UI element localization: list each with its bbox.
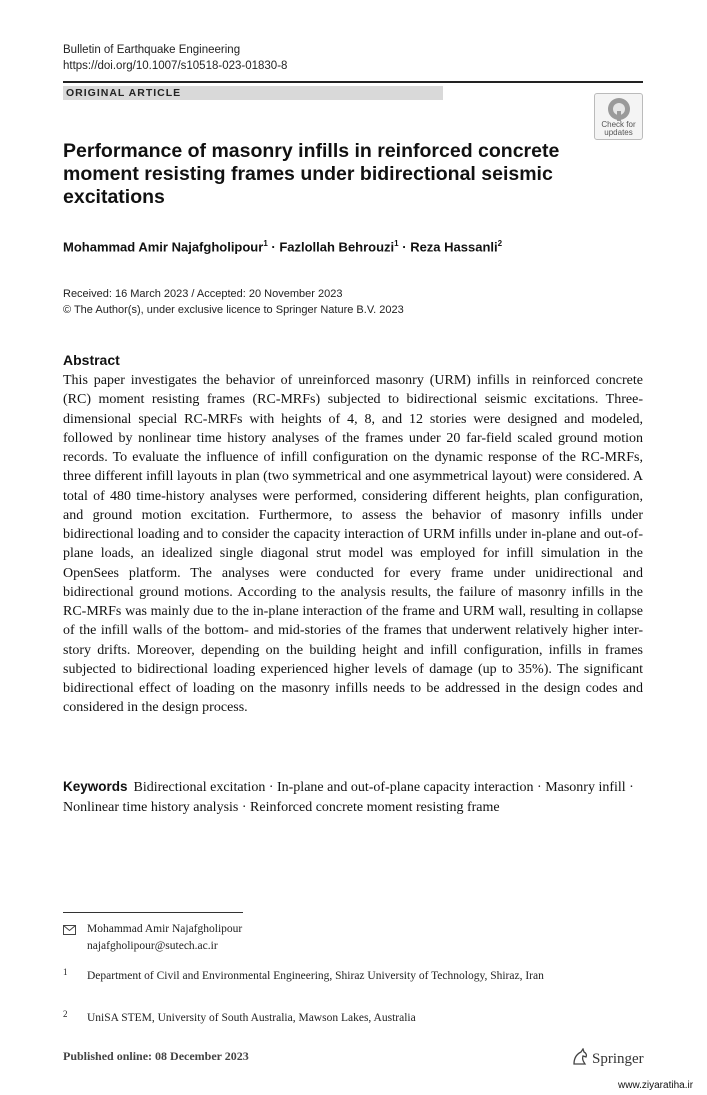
affiliation-1: Department of Civil and Environmental Engineering, Shiraz University of Technology, Shiraz, Iran [87,970,544,982]
author-name[interactable]: Reza Hassanli [410,239,498,255]
abstract-text: This paper investigates the behavior of unreinforced masonry (URM) infills in reinforced concrete (RC) moment resisting frames (RC-MRFs) subjected to bidirectional seismic excitations. Three-dimensional special RC-MRFs with heights of 4, 8, and 12 stories were designed and modeled, followed by nonlinear time history analyses of the frames under 20 far-field scaled ground motion records. To evaluate the influence of infill configuration on the dynamic response of the RC-MRFs, three different infill layouts in plan (two symmetrical and one asymmetrical layout) were considered. A total of 480 time-history analyses were performed, considering different heights, plan configuration, and ground motion excitation. Furthermore, to assess the behavior of masonry infills under bidirectional loading and to consider the capacity interaction of URM infills under in-plane and out-of-plane loads, an idealized single diagonal strut model was employed for infill simulation in the OpenSees platform. The analyses were conducted for every frame under unidirectional and bidirectional ground motions. According to the analysis results, the failure of masonry infills in the RC-MRFs was mainly due to the in-plane interaction of the frame and URM wall, resulting in collapse of the infill walls of the bottom- and mid-stories of the frames that underwent relatively higher inter-story drifts. Moreover, depending on the building height and infill configuration, infills in frames subjected to bidirectional loading experienced higher levels of damage (up to 35%). The significant bidirectional effect of loading on the masonry infills needs to be addressed in the design codes and considered in the design process. [63,373,643,716]
springer-horse-icon [571,1048,589,1066]
author-separator: · [398,239,411,255]
author-name[interactable]: Fazlollah Behrouzi [279,239,395,255]
footnote-rule [63,912,243,913]
abstract-heading: Abstract [63,352,120,368]
keywords-text: Bidirectional excitation · In-plane and out-of-plane capacity interaction · Masonry infill · Nonlinear time history analysis · Reinforced concrete moment resisting frame [63,780,634,815]
site-watermark: www.ziyaratiha.ir [618,1080,694,1091]
affiliation-number: 1 [63,967,68,977]
author-list [63,239,502,254]
author-separator: · [267,239,280,255]
crossmark-line2: updates [604,128,633,137]
article-history [63,287,404,318]
copyright-notice: © The Author(s), under exclusive licence to Springer Nature B.V. 2023 [63,303,404,316]
journal-header [63,42,287,74]
keywords-section [63,777,643,817]
affiliation-mark: 2 [497,239,503,248]
check-for-updates-badge[interactable] [594,93,643,140]
corresponding-name: Mohammad Amir Najafgholipour [87,923,243,935]
published-online-date: Published online: 08 December 2023 [63,1049,249,1063]
keywords-label: Keywords [63,779,128,794]
received-accepted-dates: Received: 16 March 2023 / Accepted: 20 November 2023 [63,288,343,300]
crossmark-line1: Check for [601,120,636,129]
header-rule [63,81,643,83]
crossmark-icon [606,97,632,121]
affiliation-2: UniSA STEM, University of South Australia, Mawson Lakes, Australia [87,1012,416,1024]
affiliation-number: 2 [63,1009,68,1019]
publisher-name: Springer [592,1051,644,1067]
corresponding-email[interactable]: najafgholipour@sutech.ac.ir [87,940,218,952]
article-type-banner: ORIGINAL ARTICLE [63,86,443,100]
affiliation-mark: 1 [394,239,399,248]
springer-logo [571,1048,644,1068]
author-name[interactable]: Mohammad Amir Najafgholipour [63,239,264,255]
corresponding-author [87,921,242,955]
envelope-icon[interactable] [63,925,76,935]
doi-link[interactable]: https://doi.org/10.1007/s10518-023-01830-8 [63,60,288,72]
paper-title: Performance of masonry infills in reinforced concrete moment resisting frames under bidirectional seismic excitations [63,140,560,208]
journal-name: Bulletin of Earthquake Engineering [63,44,241,56]
affiliation-mark: 1 [263,239,268,248]
